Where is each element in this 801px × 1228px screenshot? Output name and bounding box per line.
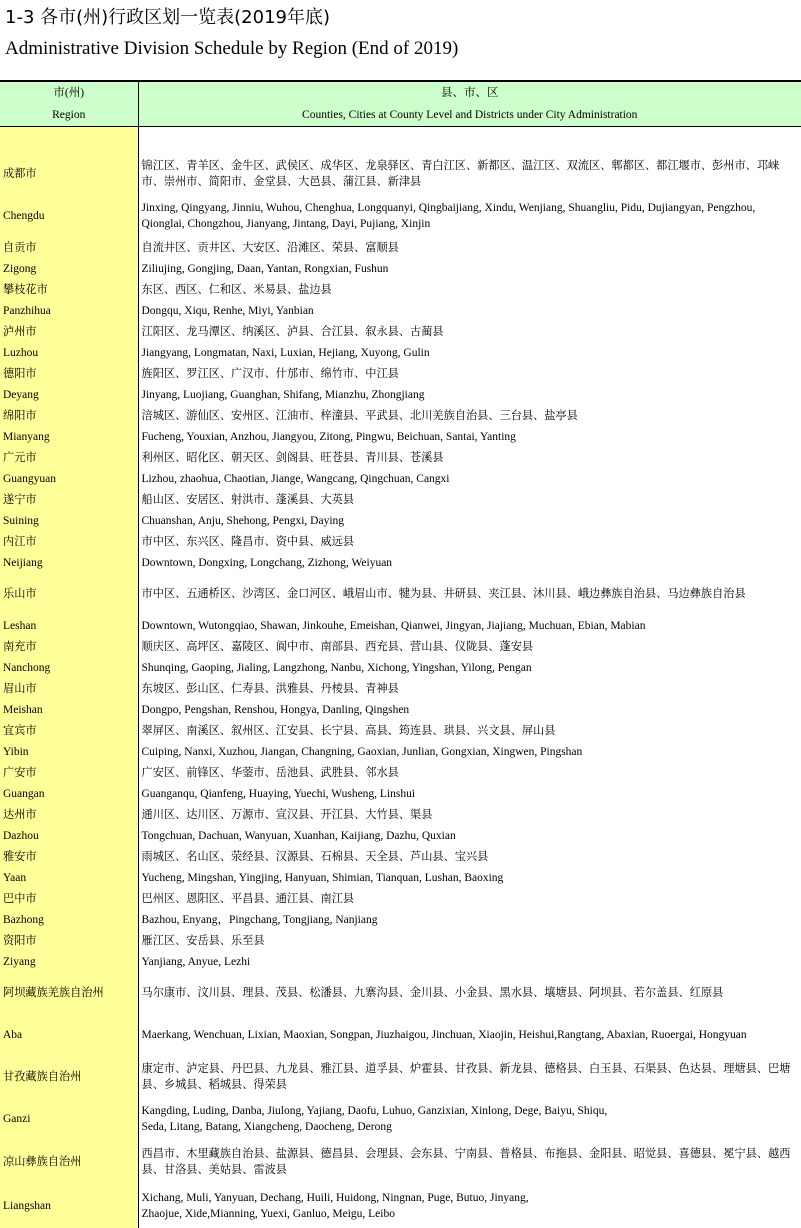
- region-cell: Mianyang: [0, 426, 138, 447]
- page-title-en: Administrative Division Schedule by Region (End of 2019): [5, 38, 459, 59]
- region-cell: 巴中市: [0, 888, 138, 909]
- table-row: [0, 678, 801, 699]
- region-cell: 绵阳市: [0, 405, 138, 426]
- counties-cell: Yanjiang, Anyue, Lezhi: [141, 955, 251, 968]
- region-cell: Suining: [0, 510, 138, 531]
- table-row: [0, 1184, 801, 1228]
- header-region-cn: 市(州): [0, 82, 138, 104]
- counties-cell: Jinyang, Luojiang, Guanghan, Shifang, Mianzhu, Zhongjiang: [141, 388, 425, 401]
- table-row: [0, 552, 801, 573]
- table-row: [0, 405, 801, 426]
- table-row: [0, 804, 801, 825]
- region-cell: 南充市: [0, 636, 138, 657]
- counties-cell: Yucheng, Mingshan, Yingjing, Hanyuan, Shimian, Tianquan, Lushan, Baoxing: [141, 871, 504, 884]
- counties-cell: Jiangyang, Longmatan, Naxi, Luxian, Hejiang, Xuyong, Gulin: [141, 346, 430, 359]
- counties-cell: Dongqu, Xiqu, Renhe, Miyi, Yanbian: [141, 304, 314, 317]
- region-cell: 自贡市: [0, 237, 138, 258]
- table-row: [0, 279, 801, 300]
- region-cell: 泸州市: [0, 321, 138, 342]
- table-row: [0, 930, 801, 951]
- region-cell: Neijiang: [0, 552, 138, 573]
- table-row: [0, 300, 801, 321]
- region-cell: 广安市: [0, 762, 138, 783]
- region-cell: 资阳市: [0, 930, 138, 951]
- table-row: [0, 867, 801, 888]
- region-cell: Yibin: [0, 741, 138, 762]
- table-row: [0, 1140, 801, 1184]
- region-cell: Zigong: [0, 258, 138, 279]
- counties-cell: 雨城区、名山区、荥经县、汉源县、石棉县、天全县、芦山县、宝兴县: [141, 849, 489, 863]
- region-cell: Liangshan: [0, 1184, 138, 1228]
- table-row: [0, 447, 801, 468]
- counties-cell: 市中区、五通桥区、沙湾区、金口河区、峨眉山市、犍为县、井研县、夹江县、沐川县、峨边彝族自治县、马边彝族自治县: [141, 587, 746, 600]
- region-cell: 达州市: [0, 804, 138, 825]
- table-row: [0, 783, 801, 804]
- header-counties-en: Counties, Cities at County Level and Districts under City Administration: [138, 104, 801, 127]
- table-row: [0, 489, 801, 510]
- counties-cell: 东坡区、彭山区、仁寿县、洪雅县、丹棱县、青神县: [141, 681, 399, 695]
- page-title-cn: 1-3 各市(州)行政区划一览表(2019年底): [5, 7, 331, 28]
- region-cell: Ziyang: [0, 951, 138, 972]
- counties-cell: 雁江区、安岳县、乐至县: [141, 933, 265, 947]
- table-row: [0, 741, 801, 762]
- counties-cell: 顺庆区、高坪区、嘉陵区、阆中市、南部县、西充县、营山县、仪陇县、蓬安县: [141, 639, 534, 653]
- counties-cell: Downtown, Wutongqiao, Shawan, Jinkouhe, Emeishan, Qianwei, Jingyan, Jiajiang, Muchuan, Ebian, Mabian: [141, 619, 646, 632]
- counties-cell: 东区、西区、仁和区、米易县、盐边县: [141, 282, 332, 296]
- division-table: [0, 82, 801, 1228]
- counties-cell: 通川区、达川区、万源市、宣汉县、开江县、大竹县、渠县: [141, 807, 433, 821]
- counties-cell: 西昌市、木里藏族自治县、盐源县、德昌县、会理县、会东县、宁南县、普格县、布拖县、金阳县、昭觉县、喜德县、冕宁县、越西县、甘洛县、美姑县、雷波县: [141, 1147, 791, 1176]
- counties-cell: Maerkang, Wenchuan, Lixian, Maoxian, Songpan, Jiuzhaigou, Jinchuan, Xiaojin, Heishui,Rangtang, Abaxian, Ruoergai, Hongyuan: [141, 1029, 747, 1041]
- table-row: [0, 720, 801, 741]
- counties-cell: Shunqing, Gaoping, Jialing, Langzhong, Nanbu, Xichong, Yingshan, Yilong, Pengan: [141, 661, 532, 674]
- region-cell: 甘孜藏族自治州: [0, 1056, 138, 1098]
- region-cell: 德阳市: [0, 363, 138, 384]
- counties-cell: Lizhou, zhaohua, Chaotian, Jiange, Wangcang, Qingchuan, Cangxi: [141, 472, 450, 485]
- table-row: [0, 321, 801, 342]
- table-row: [0, 951, 801, 972]
- table-row: [0, 909, 801, 930]
- table-row: [0, 1098, 801, 1140]
- table-row: [0, 258, 801, 279]
- header-counties-cn: 县、市、区: [138, 82, 801, 104]
- region-cell: 内江市: [0, 531, 138, 552]
- table-row: [0, 573, 801, 615]
- table-row: [0, 237, 801, 258]
- counties-cell: Fucheng, Youxian, Anzhou, Jiangyou, Zitong, Pingwu, Beichuan, Santai, Yanting: [141, 430, 516, 443]
- table-row: [0, 888, 801, 909]
- counties-cell: 马尔康市、汶川县、理县、茂县、松潘县、九寨沟县、金川县、小金县、黑水县、壤塘县、阿坝县、若尔盖县、红原县: [141, 986, 724, 999]
- table-row: [0, 699, 801, 720]
- table-row: [0, 384, 801, 405]
- region-cell: 成都市: [0, 153, 138, 195]
- counties-cell: 广安区、前锋区、华蓥市、岳池县、武胜县、邻水县: [141, 765, 399, 779]
- region-cell: Leshan: [0, 615, 138, 636]
- region-cell: 阿坝藏族羌族自治州: [0, 972, 138, 1014]
- counties-cell: 自流井区、贡井区、大安区、沿滩区、荣县、富顺县: [141, 240, 399, 254]
- table-row: [0, 468, 801, 489]
- region-cell: 乐山市: [0, 573, 138, 615]
- spacer-cell: [0, 127, 138, 154]
- counties-cell: 巴州区、恩阳区、平昌县、通江县、南江县: [141, 891, 355, 905]
- region-cell: Guangan: [0, 783, 138, 804]
- counties-cell: 利州区、昭化区、朝天区、剑阁县、旺苍县、青川县、苍溪县: [141, 450, 444, 464]
- counties-cell: 江阳区、龙马潭区、纳溪区、泸县、合江县、叙永县、古蔺县: [141, 324, 444, 338]
- counties-cell: 市中区、东兴区、隆昌市、资中县、威远县: [141, 534, 355, 548]
- table-row: [0, 426, 801, 447]
- counties-cell: 翠屏区、南溪区、叙州区、江安县、长宁县、高县、筠连县、珙县、兴文县、屏山县: [141, 723, 556, 737]
- table-row: [0, 510, 801, 531]
- region-cell: Luzhou: [0, 342, 138, 363]
- table-row: [0, 657, 801, 678]
- region-cell: Yaan: [0, 867, 138, 888]
- counties-cell: Downtown, Dongxing, Longchang, Zizhong, Weiyuan: [141, 556, 393, 569]
- region-cell: 雅安市: [0, 846, 138, 867]
- region-cell: Meishan: [0, 699, 138, 720]
- counties-cell: Ziliujing, Gongjing, Daan, Yantan, Rongxian, Fushun: [141, 262, 389, 275]
- counties-cell: 涪城区、游仙区、安州区、江油市、梓潼县、平武县、北川羌族自治县、三台县、盐亭县: [141, 408, 578, 422]
- table-row: [0, 636, 801, 657]
- region-cell: Chengdu: [0, 195, 138, 237]
- table-row: [0, 615, 801, 636]
- table-row: [0, 846, 801, 867]
- region-cell: Guangyuan: [0, 468, 138, 489]
- region-cell: Nanchong: [0, 657, 138, 678]
- region-cell: 攀枝花市: [0, 279, 138, 300]
- region-cell: 眉山市: [0, 678, 138, 699]
- counties-cell: 锦江区、青羊区、金牛区、武侯区、成华区、龙泉驿区、青白江区、新都区、温江区、双流区、郫都区、都江堰市、彭州市、邛崃市、崇州市、简阳市、金堂县、大邑县、蒲江县、新津县: [141, 159, 780, 188]
- table-row: [0, 762, 801, 783]
- region-cell: Ganzi: [0, 1098, 138, 1140]
- region-cell: 广元市: [0, 447, 138, 468]
- region-cell: 遂宁市: [0, 489, 138, 510]
- table-row: [0, 972, 801, 1014]
- region-cell: Dazhou: [0, 825, 138, 846]
- table-row: [0, 531, 801, 552]
- table-row: [0, 1014, 801, 1056]
- counties-cell: Guanganqu, Qianfeng, Huaying, Yuechi, Wusheng, Linshui: [141, 787, 416, 800]
- region-cell: Panzhihua: [0, 300, 138, 321]
- region-cell: 凉山彝族自治州: [0, 1140, 138, 1184]
- table-row: [0, 153, 801, 195]
- region-cell: 宜宾市: [0, 720, 138, 741]
- header-region-en: Region: [0, 104, 138, 127]
- table-row: [0, 195, 801, 237]
- counties-cell: 康定市、泸定县、丹巴县、九龙县、雅江县、道孚县、炉霍县、甘孜县、新龙县、德格县、白玉县、石渠县、色达县、理塘县、巴塘县、乡城县、稻城县、得荣县: [141, 1062, 791, 1091]
- counties-cell: Jinxing, Qingyang, Jinniu, Wuhou, Chenghua, Longquanyi, Qingbaijiang, Xindu, Wenjiang, Shuangliu, Pidu, Dujiangyan, Pengzhou, Qionglai, Chongzhou, Jianyang, Jintang, Dayi, Pujiang, Xinjin: [141, 202, 756, 230]
- counties-cell: Cuiping, Nanxi, Xuzhou, Jiangan, Changning, Gaoxian, Junlian, Gongxian, Xingwen, Pingshan: [141, 745, 583, 758]
- table-row: [0, 342, 801, 363]
- counties-cell: 旌阳区、罗江区、广汉市、什邡市、绵竹市、中江县: [141, 366, 399, 380]
- counties-cell: Chuanshan, Anju, Shehong, Pengxi, Daying: [141, 514, 345, 527]
- table-row: [0, 1056, 801, 1098]
- counties-cell: Xichang, Muli, Yanyuan, Dechang, Huili, Huidong, Ningnan, Puge, Butuo, Jinyang, Zhaojue, Xide,Mianning, Yuexi, Ganluo, Meigu, Leibo: [141, 1192, 529, 1220]
- region-cell: Deyang: [0, 384, 138, 405]
- counties-cell: Dongpo, Pengshan, Renshou, Hongya, Danling, Qingshen: [141, 703, 410, 716]
- region-cell: Aba: [0, 1014, 138, 1056]
- counties-cell: Bazhou, Enyang，Pingchang, Tongjiang, Nanjiang: [141, 913, 378, 926]
- table-row: [0, 363, 801, 384]
- table-row: [0, 825, 801, 846]
- counties-cell: 船山区、安居区、射洪市、蓬溪县、大英县: [141, 492, 355, 506]
- counties-cell: Tongchuan, Dachuan, Wanyuan, Xuanhan, Kaijiang, Dazhu, Quxian: [141, 829, 456, 842]
- region-cell: Bazhong: [0, 909, 138, 930]
- counties-cell: Kangding, Luding, Danba, Jiulong, Yajiang, Daofu, Luhuo, Ganzixian, Xinlong, Dege, Baiyu, Shiqu, Seda, Litang, Batang, Xiangcheng, Daocheng, Derong: [141, 1105, 608, 1133]
